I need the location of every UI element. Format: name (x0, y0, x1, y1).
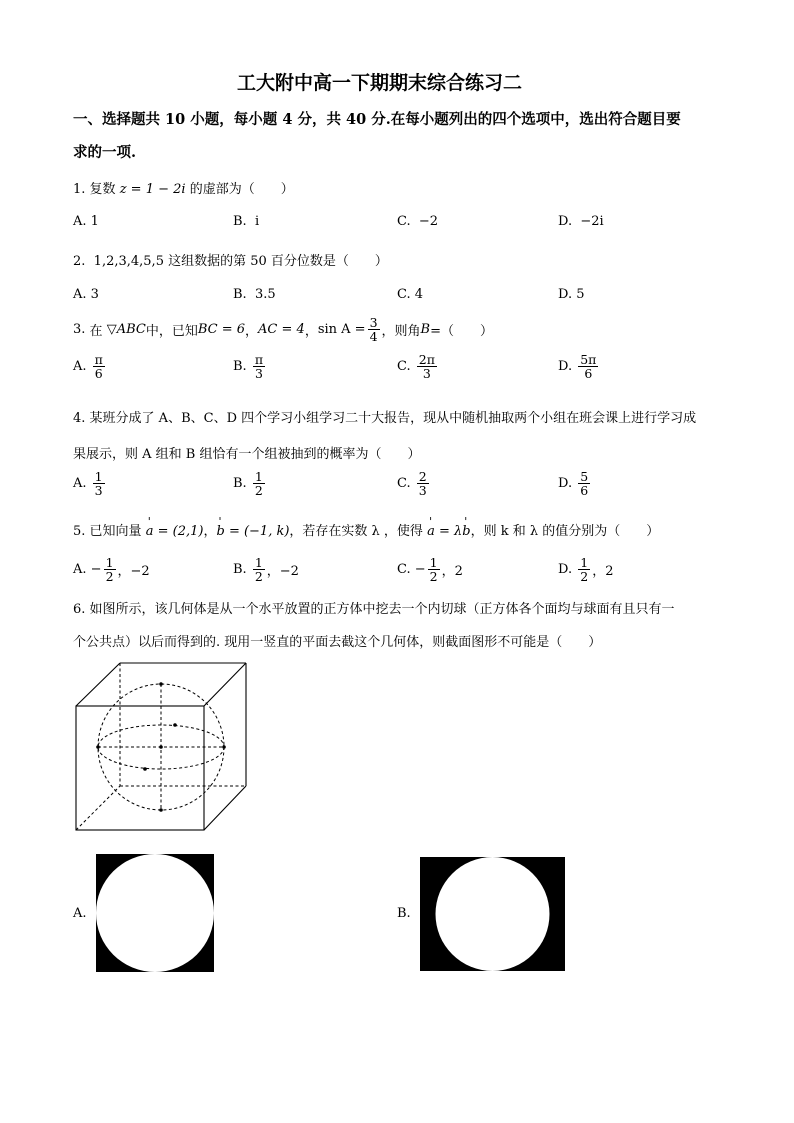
option-letter: C. (397, 562, 411, 578)
question-text: 中，已知 (145, 324, 198, 340)
fraction-denominator: 6 (94, 366, 103, 382)
question-4-line1 (73, 407, 696, 426)
option-text: 3.5 (254, 287, 276, 302)
triangle-abc: ▽ABC (106, 322, 146, 338)
question-1 (73, 178, 294, 197)
question-text: 1,2,3,4,5,5 这组数据的第 50 百分位数是（ ） (93, 254, 388, 269)
option-text: ，−2 (117, 564, 150, 580)
question-3 (73, 316, 493, 343)
option-text: 3 (90, 287, 99, 302)
question-text: ，若存在实数 λ ，使得 (289, 524, 423, 539)
option-letter: B. (233, 214, 247, 229)
question-number: 2. (73, 254, 86, 269)
option-letter: A. (73, 287, 87, 302)
fraction (578, 353, 598, 380)
fraction (253, 556, 265, 583)
fraction-numerator: π (94, 352, 103, 367)
q4-option-b[interactable] (233, 470, 267, 497)
page-title: 工大附中高一下期期末综合练习二 (237, 72, 523, 94)
cube-edge (204, 786, 246, 830)
q3-option-a[interactable] (73, 353, 107, 380)
fraction-numerator: 5 (580, 469, 589, 484)
option-letter: B. (233, 476, 247, 492)
question-text: 在 (89, 324, 103, 340)
option-letter: A. (73, 476, 87, 492)
math-b: B (420, 322, 431, 338)
fraction (93, 353, 105, 380)
fraction-numerator: 1 (105, 555, 114, 570)
q2-option-c[interactable] (397, 287, 423, 302)
q1-option-c[interactable] (397, 214, 438, 229)
option-text: ，2 (592, 564, 614, 580)
question-number: 6. (73, 602, 86, 617)
fraction (253, 353, 265, 380)
fraction-denominator: 2 (254, 483, 263, 499)
fraction-denominator: 6 (584, 366, 593, 382)
point (173, 723, 177, 727)
vector-a: ' a (427, 524, 435, 539)
math-bc: BC = 6 (197, 322, 246, 338)
option-letter: B. (233, 287, 247, 302)
q5-option-c[interactable] (397, 556, 463, 583)
option-text: −2i (580, 214, 604, 229)
fraction-denominator: 3 (422, 366, 431, 382)
circle-hole (436, 857, 550, 971)
fraction-denominator: 4 (369, 329, 378, 345)
q3-option-d[interactable] (558, 353, 600, 380)
vector-a: ' a (146, 524, 154, 539)
q2-option-d[interactable] (558, 287, 585, 302)
option-letter: D. (558, 359, 573, 375)
q2-option-b[interactable] (233, 287, 276, 302)
question-6-line1 (73, 598, 675, 617)
q3-option-b[interactable] (233, 353, 267, 380)
vector-b: ' b (462, 524, 470, 539)
q6-option-a-label: A. (73, 906, 87, 921)
option-text: ，2 (441, 564, 463, 580)
vector-a-value: = (2,1) (157, 524, 204, 539)
option-text: i (254, 214, 260, 229)
circle-hole (96, 854, 214, 972)
question-number: 4. (73, 411, 86, 426)
option-letter: B. (233, 562, 247, 578)
point (96, 745, 100, 749)
question-number: 1. (73, 182, 86, 197)
fraction-numerator: 1 (254, 469, 263, 484)
fraction-denominator: 3 (418, 483, 427, 499)
fraction-numerator: 1 (94, 469, 103, 484)
punct: ， (245, 324, 259, 340)
point (222, 745, 226, 749)
question-text: 的虚部为（ ） (189, 182, 294, 197)
fraction-numerator: 2π (418, 352, 435, 367)
q1-option-d[interactable] (558, 214, 604, 229)
question-text: =（ ） (430, 324, 494, 340)
fraction-numerator: 1 (580, 555, 589, 570)
math-expression: z = 1 − 2i (119, 182, 186, 197)
fraction-numerator: 1 (429, 555, 438, 570)
q3-option-c[interactable] (397, 353, 439, 380)
fraction (93, 470, 105, 497)
fraction (578, 470, 590, 497)
fraction-numerator: 2 (418, 469, 427, 484)
fraction (368, 316, 380, 343)
q6-option-b-image[interactable] (420, 857, 565, 971)
q5-option-a[interactable] (73, 556, 150, 583)
fraction-denominator: 6 (580, 483, 589, 499)
sign: − (414, 562, 426, 578)
q6-option-b-label: B. (397, 906, 411, 921)
sign: − (90, 562, 102, 578)
cube-sphere-figure (70, 658, 255, 836)
question-text: 已知向量 (89, 524, 142, 539)
section-heading-line1: 一、选择题共 10 小题，每小题 4 分，共 40 分.在每小题列出的四个选项中，选出符合题目要 (73, 111, 681, 128)
fraction (417, 353, 437, 380)
question-2 (73, 250, 388, 269)
fraction-denominator: 3 (94, 483, 103, 499)
q4-option-c[interactable] (397, 470, 431, 497)
option-text: D. 5 (558, 287, 585, 302)
question-5 (73, 520, 659, 539)
fraction (104, 556, 116, 583)
option-letter: C. (397, 359, 411, 375)
hidden-edge (76, 786, 120, 830)
fraction-denominator: 3 (254, 366, 263, 382)
question-text: 复数 (89, 182, 116, 197)
question-number: 3. (73, 322, 86, 338)
point (159, 682, 163, 686)
fraction (253, 470, 265, 497)
question-number: 5. (73, 524, 86, 539)
fraction-denominator: 2 (105, 569, 114, 585)
option-text: C. 4 (397, 287, 424, 302)
fraction-denominator: 2 (429, 569, 438, 585)
question-text: ，则角 (381, 324, 421, 340)
q1-option-a[interactable] (73, 214, 99, 229)
cube-edge (76, 663, 120, 706)
option-letter: A. (73, 214, 87, 229)
math-relation: = λ (438, 524, 463, 539)
q4-option-d[interactable] (558, 470, 592, 497)
question-text: ，则 k 和 λ 的值分别为（ ） (470, 524, 660, 539)
q5-option-d[interactable] (558, 556, 613, 583)
fraction-denominator: 2 (580, 569, 589, 585)
sphere-center (159, 745, 163, 749)
option-letter: D. (558, 214, 573, 229)
q1-option-b[interactable] (233, 214, 259, 229)
question-text: 某班分成了 A、B、C、D 四个学习小组学习二十大报告，现从中随机抽取两个小组在班会课上进行学习成 (89, 411, 697, 426)
vector-b: ' b (216, 524, 224, 539)
math-ac: AC = 4 (258, 322, 305, 338)
option-text: 1 (90, 214, 99, 229)
point (159, 808, 163, 812)
option-letter: D. (558, 476, 573, 492)
vector-b-value: = (−1, k) (228, 524, 290, 539)
q4-option-a[interactable] (73, 470, 107, 497)
math-sin: sin A = (317, 322, 366, 338)
option-letter: A. (73, 562, 87, 578)
cube-edge (204, 663, 246, 706)
punct: ， (304, 324, 318, 340)
fraction-denominator: 2 (254, 569, 263, 585)
option-letter: C. (397, 476, 411, 492)
question-4-line2: 果展示，则 A 组和 B 组恰有一个组被抽到的概率为（ ） (73, 447, 421, 462)
fraction-numerator: 3 (369, 315, 378, 330)
option-letter: B. (233, 359, 247, 375)
q2-option-a[interactable] (73, 287, 99, 302)
q5-option-b[interactable] (233, 556, 299, 583)
option-text: −2 (418, 214, 439, 229)
option-letter: C. (397, 214, 411, 229)
option-letter: D. (558, 562, 573, 578)
section-heading-line2: 求的一项. (73, 144, 137, 161)
option-letter: A. (73, 359, 87, 375)
option-text: ，−2 (266, 564, 299, 580)
fraction (578, 556, 590, 583)
question-6-line2: 个公共点）以后而得到的. 现用一竖直的平面去截这个几何体，则截面图形不可能是（ ） (73, 635, 602, 650)
point (143, 767, 147, 771)
q6-option-a-image[interactable] (96, 854, 214, 972)
fraction (428, 556, 440, 583)
fraction (417, 470, 429, 497)
punct: ， (203, 524, 217, 539)
fraction-numerator: 5π (580, 352, 597, 367)
fraction-numerator: 1 (254, 555, 263, 570)
fraction-numerator: π (254, 352, 264, 367)
question-text: 如图所示，该几何体是从一个水平放置的正方体中挖去一个内切球（正方体各个面均与球面有且只有一 (89, 602, 675, 617)
cube-front-face (76, 706, 204, 830)
